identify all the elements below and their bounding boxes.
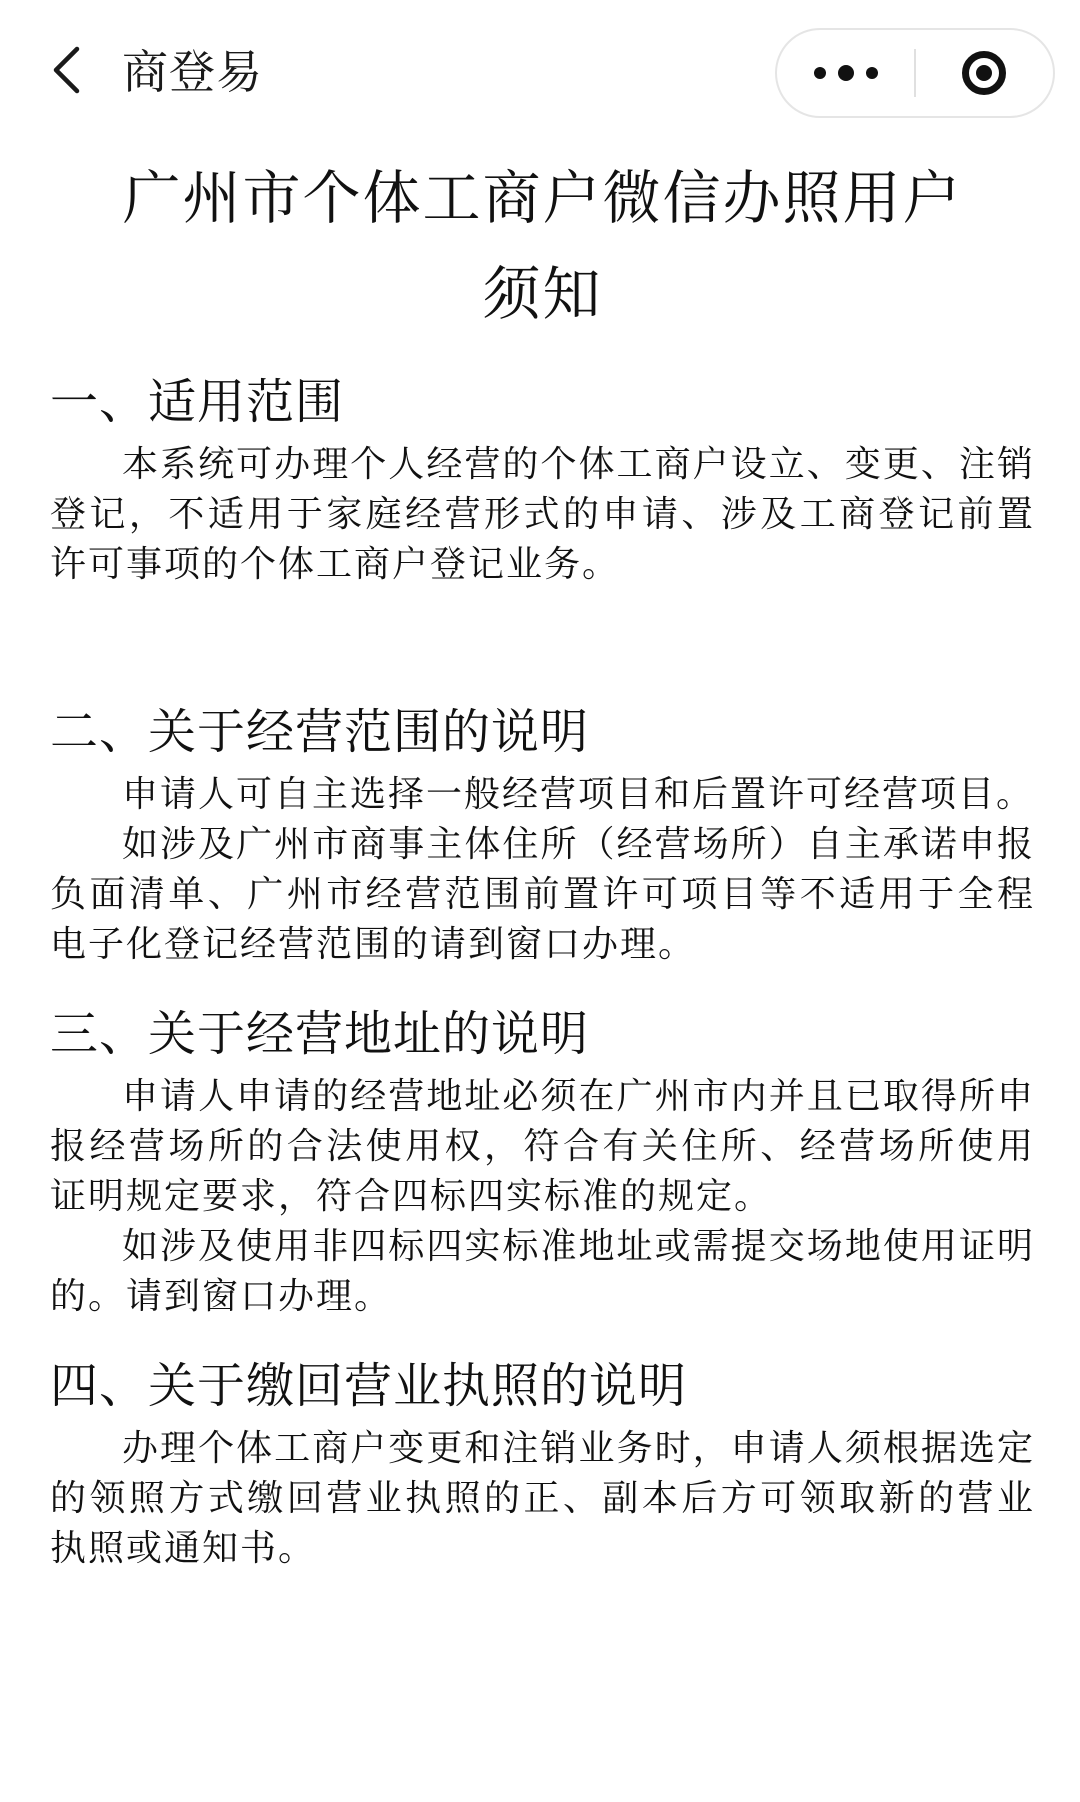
more-button[interactable] bbox=[777, 30, 914, 116]
more-dots-icon bbox=[814, 65, 878, 81]
back-button[interactable] bbox=[36, 40, 96, 100]
top-nav-bar bbox=[0, 0, 1080, 140]
section-paragraph: 如涉及广州市商事主体住所（经营场所）自主承诺申报负面清单、广州市经营范围前置许可项目等不适用于全程电子化登记经营范围的请到窗口办理。 bbox=[50, 824, 1035, 965]
close-mini-program-icon bbox=[962, 51, 1006, 95]
notice-document bbox=[50, 150, 1035, 1574]
mini-program-capsule bbox=[775, 28, 1055, 118]
section-heading-business-scope: 二、关于经营范围的说明 bbox=[50, 704, 590, 760]
section-paragraph: 办理个体工商户变更和注销业务时，申请人须根据选定的领照方式缴回营业执照的正、副本后方可领取新的营业执照或通知书。 bbox=[50, 1428, 1035, 1569]
document-title-line-2: 须知 bbox=[482, 260, 603, 328]
section-heading-business-address: 三、关于经营地址的说明 bbox=[50, 1006, 590, 1062]
document-title-line-1: 广州市个体工商户微信办照用户 bbox=[122, 164, 963, 232]
section-paragraph: 申请人可自主选择一般经营项目和后置许可经营项目。 bbox=[122, 774, 1035, 815]
document-title bbox=[50, 150, 1035, 342]
chevron-left-icon bbox=[51, 45, 81, 95]
close-button[interactable] bbox=[916, 30, 1053, 116]
section-paragraph: 申请人申请的经营地址必须在广州市内并且已取得所申报经营场所的合法使用权，符合有关住所、经营场所使用证明规定要求，符合四标四实标准的规定。 bbox=[50, 1076, 1035, 1217]
nav-title: 商登易 bbox=[122, 45, 263, 99]
section-paragraph: 如涉及使用非四标四实标准地址或需提交场地使用证明的。请到窗口办理。 bbox=[50, 1226, 1035, 1317]
section-heading-scope: 一、适用范围 bbox=[50, 374, 345, 430]
section-paragraph: 本系统可办理个人经营的个体工商户设立、变更、注销登记，不适用于家庭经营形式的申请、涉及工商登记前置许可事项的个体工商户登记业务。 bbox=[50, 444, 1035, 585]
section-heading-license-return: 四、关于缴回营业执照的说明 bbox=[50, 1358, 688, 1414]
